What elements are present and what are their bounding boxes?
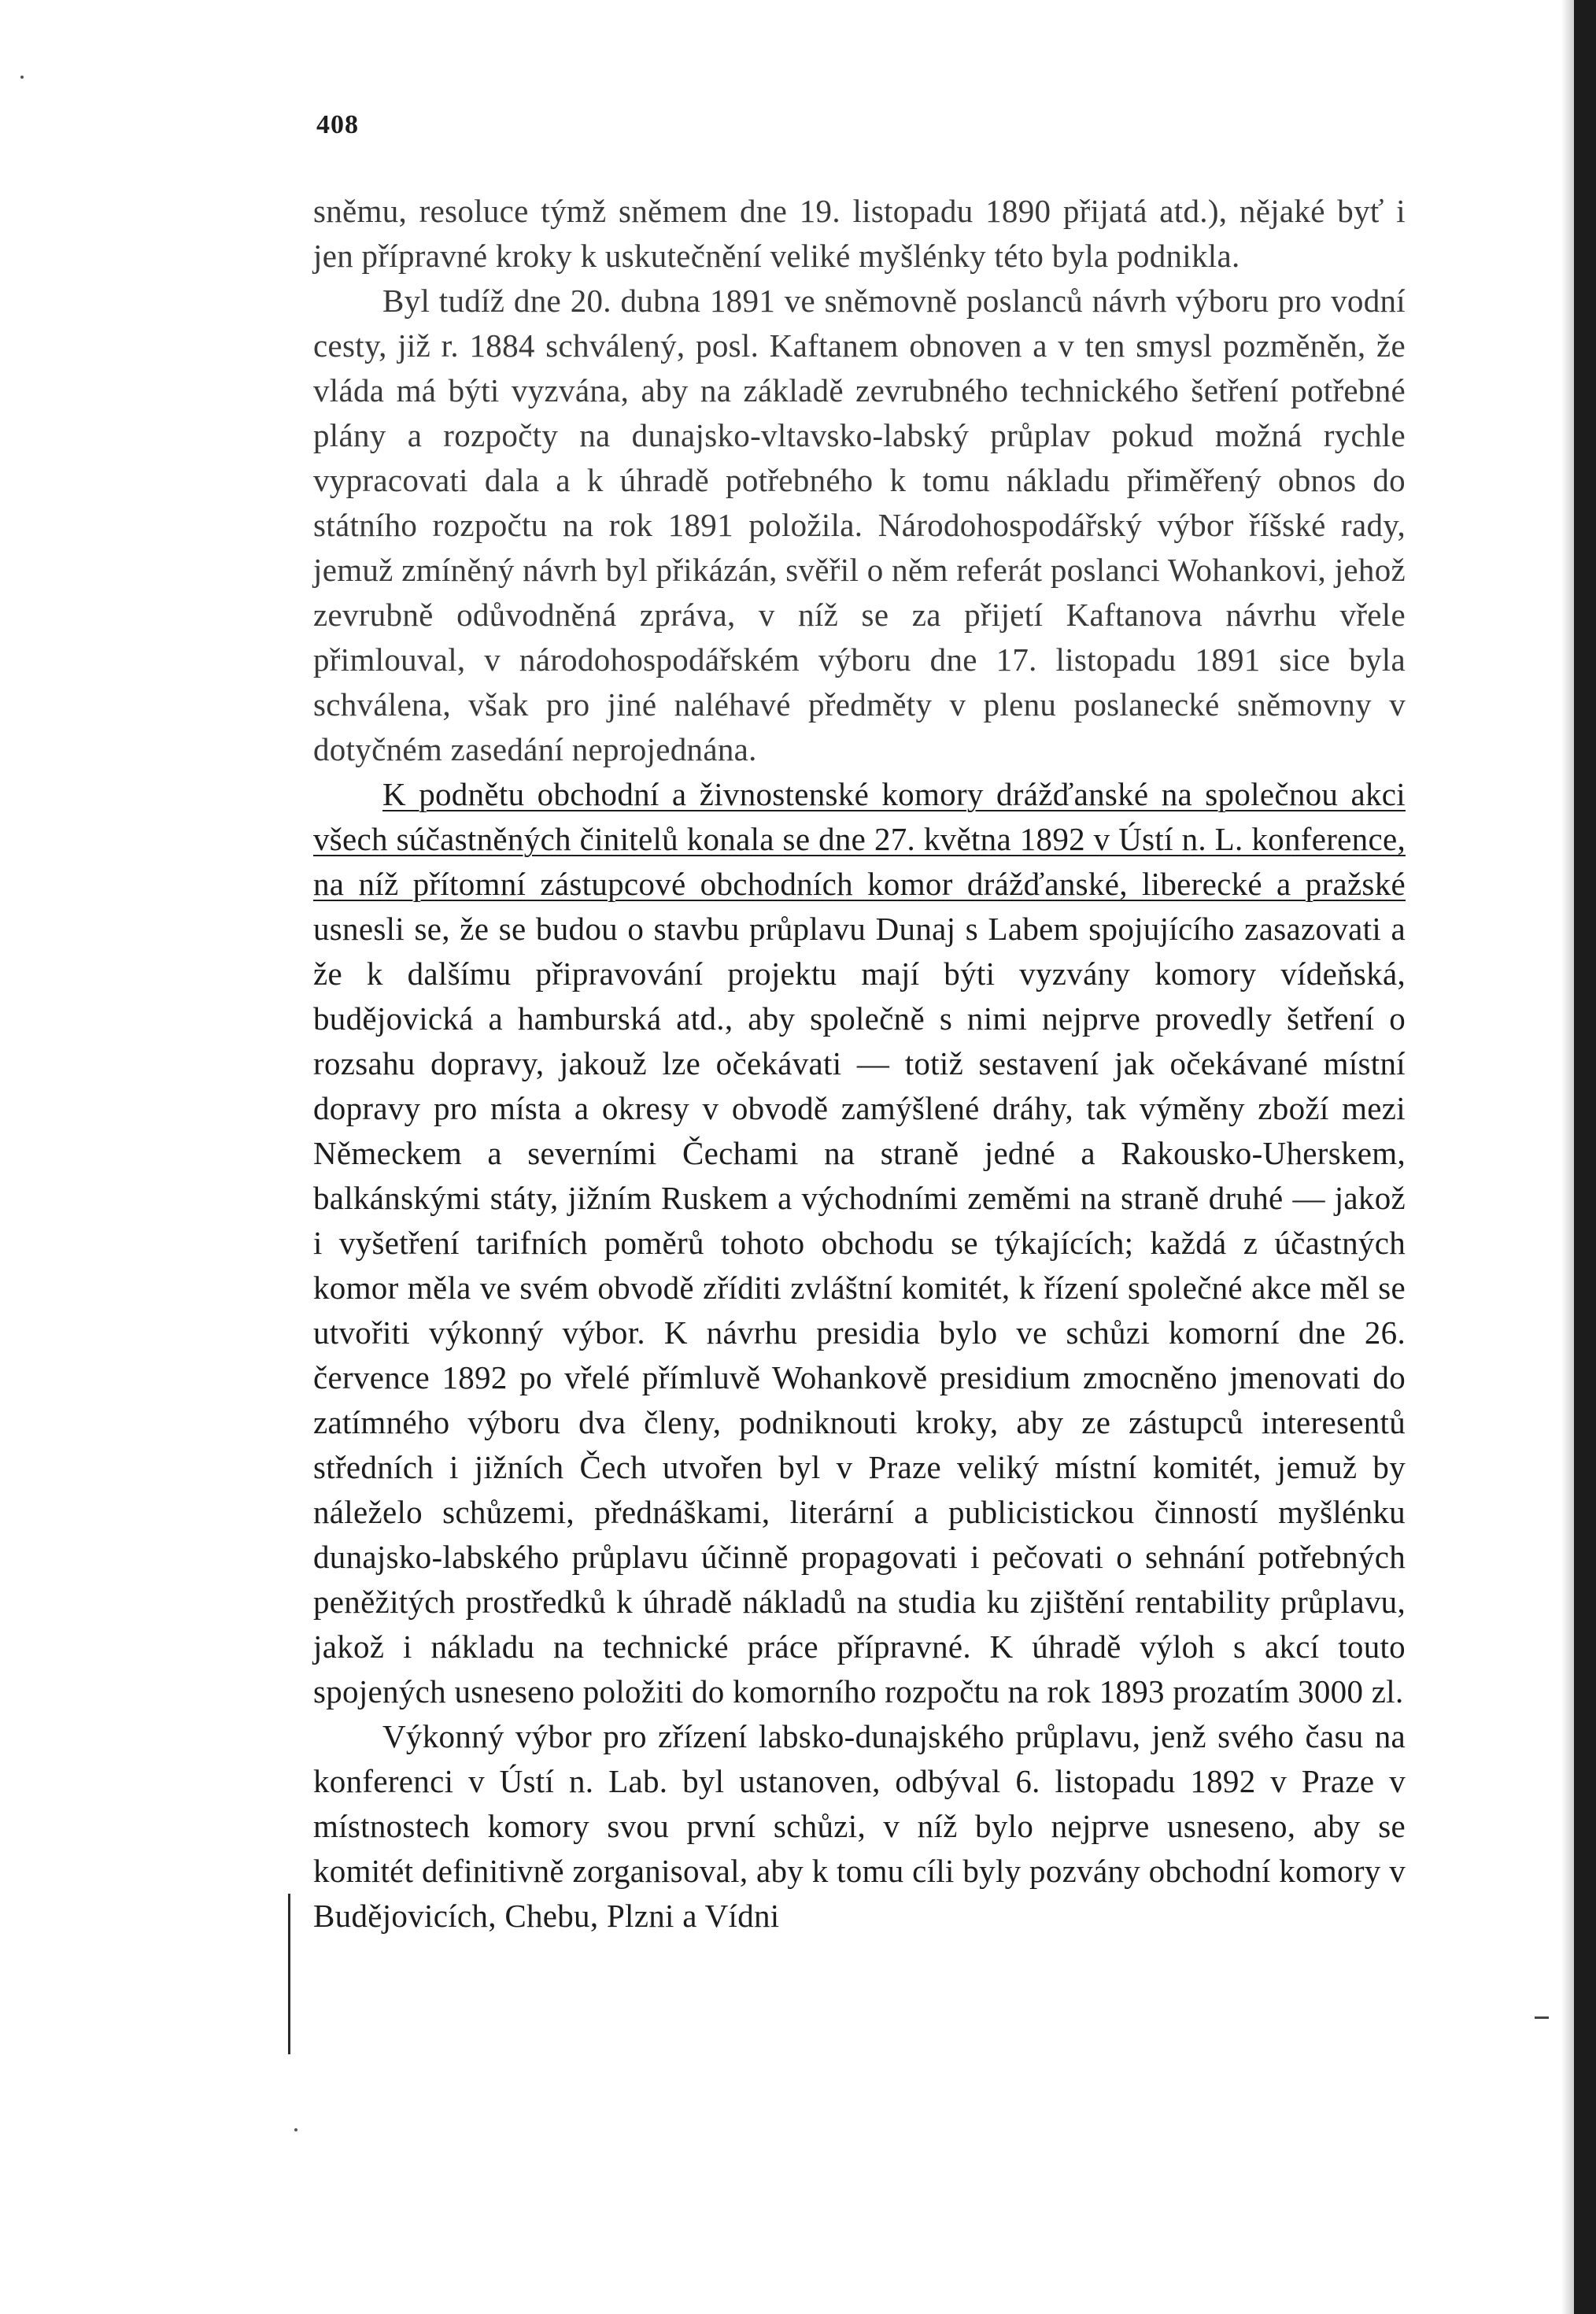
paragraph-3 [313,772,1406,1714]
scan-edge-shadow [1561,0,1574,2314]
book-page [313,110,1406,1939]
paragraph-2: Byl tudíž dne 20. dubna 1891 ve sněmovně poslanců návrh výboru pro vodní cesty, již r. 1884 schválený, posl. Kaftanem obnoven a v ten smysl pozměněn, že vláda má býti vyzvána, aby na základě zevrubného technického šetření potřebné plány a rozpočty na dunajsko-vltavsko-labský průplav pokud možná rychle vypracovati dala a k úhradě potřebného k tomu nákladu přiměřený obnos do státního rozpočtu na rok 1891 položila. Národohospodářský výbor říšské rady, jemuž zmíněný návrh byl přikázán, svěřil o něm referát poslanci Wohankovi, jehož zevrubně odůvodněná zpráva, v níž se za přijetí Kaftanova návrhu vřele přimlouval, v národohospodářském výboru dne 17. listopadu 1891 sice byla schválena, však pro jiné naléhavé předměty v plenu poslanecké sněmovny v dotyčném zasedání neprojednána. [313,283,1406,767]
scan-edge [1574,0,1596,2314]
paragraph-1: sněmu, resoluce týmž sněmem dne 19. listopadu 1890 přijatá atd.), nějaké byť i jen přípravné kroky k uskutečnění veliké myšlénky této byla podnikla. [313,193,1406,274]
scan-speck [20,76,24,79]
page-number: 408 [316,110,359,139]
margin-mark-dash [1535,2016,1549,2019]
paragraph-3-underlined-text: K podnětu obchodní a živnostenské komory drážďanské na společnou akci všech súčastněných činitelů konala se dne 27. května 1892 v Ústí n. L. konference, na níž přítomní zástupcové obchodních komor drážďanské, liberecké a pražské [313,776,1406,902]
paragraph-3-text: usnesli se, že se budou o stavbu průplavu Dunaj s Labem spojujícího zasazovati a že k dalšímu připravování projektu mají býti vyzvány komory vídeňská, budějovická a hamburská atd., aby společně s nimi nejprve provedly šetření o rozsahu dopravy, jakouž lze očekávati — totiž sestavení jak očekávané místní dopravy pro místa a okresy v obvodě zamýšlené dráhy, tak výměny zboží mezi Německem a severními Čechami na straně jedné a Rakousko-Uherskem, balkánskými státy, jižním Ruskem a východními zeměmi na straně druhé — jakož i vyšetření tarifních poměrů tohoto obchodu se týkajících; každá z účastných komor měla ve svém obvodě zříditi zvláštní komitét, k řízení společné akce měl se utvořiti výkonný výbor. K návrhu presidia bylo ve schůzi komorní dne 26. července 1892 po vřelé přímluvě Wohankově presidium zmocněno jmenovati do zatímného výboru dva členy, podniknouti kroky, aby ze zástupců interesentů středních i jižních Čech utvořen byl v Praze veliký místní komitét, jemuž by náleželo schůzemi, přednáškami, literární a publicistickou činností myšlénku dunajsko-labského průplavu účinně propagovati i pečovati o sehnání potřebných peněžitých prostředků k úhradě nákladů na studia ku zjištění rentability průplavu, jakož i nákladu na technické práce přípravné. K úhradě výloh s akcí touto spojených usneseno položiti do komorního rozpočtu na rok 1893 prozatím 3000 zl. [313,911,1406,1710]
paragraph-4: Výkonný výbor pro zřízení labsko-dunajského průplavu, jenž svého času na konferenci v Ústí n. Lab. byl ustanoven, odbýval 6. listopadu 1892 v Praze v místnostech komory svou první schůzi, v níž bylo nejprve usneseno, aby se komitét definitivně zorganisoval, aby k tomu cíli byly pozvány obchodní komory v Budějovicích, Chebu, Plzni a Vídni [313,1718,1406,1934]
margin-mark-line [288,1894,290,2054]
scan-speck [294,2128,297,2131]
